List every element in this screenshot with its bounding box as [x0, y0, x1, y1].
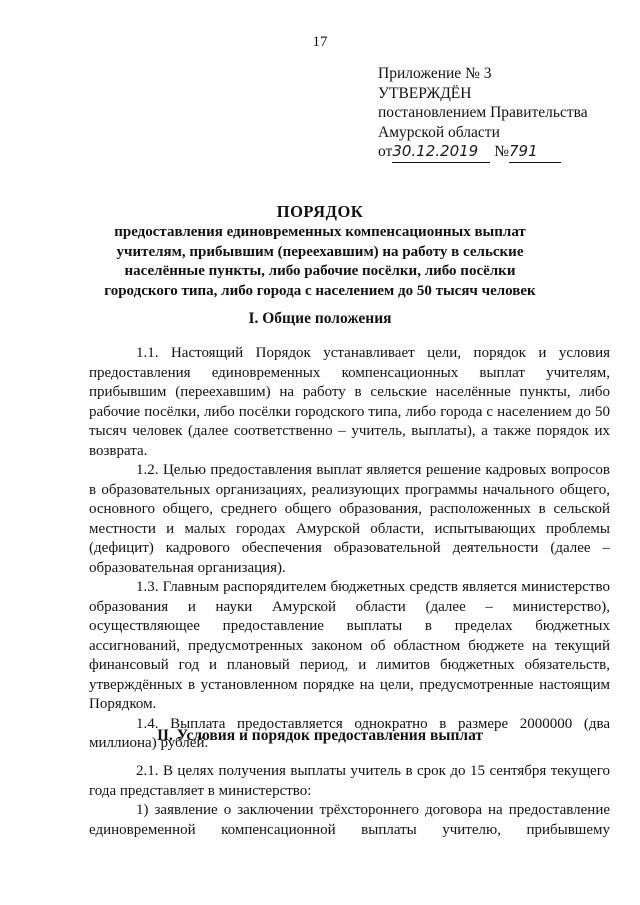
handwritten-number: 791	[509, 142, 561, 163]
paragraph-1-4: 1.4. Выплата предоставляется однократно в размере 2000000 (два миллиона) рублей.	[89, 715, 610, 751]
section-2-heading: II. Условия и порядок предоставления выплат	[156, 727, 484, 744]
document-title: ПОРЯДОК	[276, 202, 364, 221]
handwritten-date: 30.12.2019	[392, 142, 490, 163]
paragraph-1-3: 1.3. Главным распорядителем бюджетных средств является министерство образования и науки Амурской области (далее – министерство), осуществляющее предоставление выплаты в пределах бюджетных ассигнований, предусмотренных законом об областном бюджете на текущий финансовый год и плановый период, и лимитов бюджетных обязательств, утверждённых в установленном порядке на цели, предусмотренные настоящим Порядком.	[89, 579, 610, 712]
number-prefix: №	[494, 143, 509, 160]
approval-block	[378, 64, 588, 163]
approval-line-4: Амурской области	[378, 123, 500, 141]
paragraph-2-1-item-1: 1) заявление о заключении трёхстороннего договора на предоставление единовременной компенсационной выплаты учителю, прибывшему	[89, 802, 610, 838]
document-subtitle: предоставления единовременных компенсационных выплат учителям, прибывшим (переехавшим) на работу в сельские населённые пункты, либо рабочие посёлки, либо посёлки городского типа, либо города с населением до 50 тысяч человек	[104, 224, 536, 299]
approval-line-1: Приложение № 3	[378, 65, 492, 82]
page-number: 17	[312, 34, 328, 50]
date-prefix: от	[378, 143, 393, 160]
paragraph-2-1: 2.1. В целях получения выплаты учитель в срок до 15 сентября текущего года представляет в министерство:	[89, 763, 610, 799]
section-1-heading: I. Общие положения	[248, 310, 392, 327]
approval-date-line	[378, 142, 588, 163]
approval-line-3: постановлением Правительства	[378, 104, 588, 121]
section-1-body	[89, 344, 610, 754]
paragraph-1-1: 1.1. Настоящий Порядок устанавливает цели, порядок и условия предоставления единовременных компенсационных выплат учителям, прибывшим (переехавшим) на работу в сельские населённые пункты, либо рабочие посёлки, либо посёлки городского типа, либо города с населением до 50 тысяч человек (далее соответственно – учитель, выплаты), а также порядок их возврата.	[89, 345, 610, 459]
section-2-body	[89, 762, 610, 840]
approval-line-2: УТВЕРЖДЁН	[378, 84, 472, 102]
paragraph-1-2: 1.2. Целью предоставления выплат является решение кадровых вопросов в образовательных организациях, реализующих программы начального общего, основного общего, среднего общего образования, расположенных в сельской местности и малых городах Амурской области, испытывающих проблемы (дефицит) кадрового обеспечения образовательной деятельности (далее – образовательная организация).	[89, 462, 610, 576]
